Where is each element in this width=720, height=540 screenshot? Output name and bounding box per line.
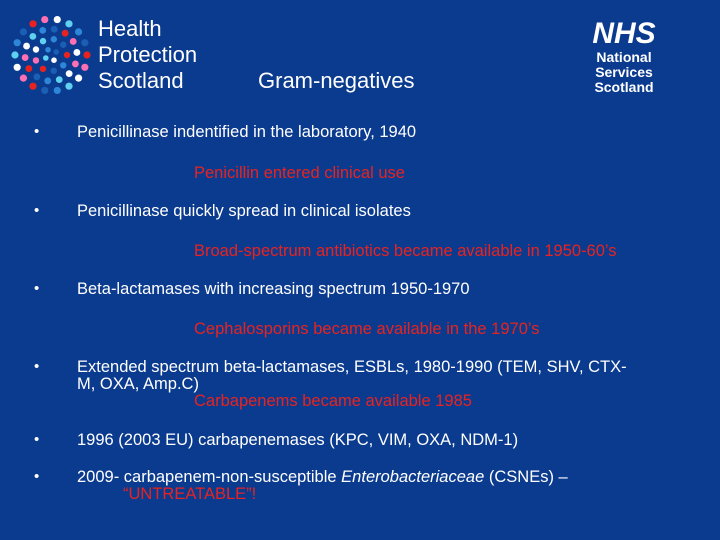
logo-dot: [22, 54, 29, 61]
logo-dot: [51, 26, 58, 33]
logo-dot: [81, 64, 88, 71]
logo-dot: [51, 68, 57, 74]
bullet-text-line-2: M, OXA, Amp.C): [77, 375, 199, 393]
logo-dot: [51, 57, 57, 63]
bullet-text: 1996 (2003 EU) carbapenemases (KPC, VIM, OXA, NDM-1): [77, 431, 519, 449]
nhs-logo: [584, 18, 664, 95]
nhs-mark: NHS: [592, 17, 656, 50]
bullet-symbol: •: [34, 358, 40, 375]
logo-dot: [75, 75, 82, 82]
nhs-line-1: National: [596, 49, 652, 65]
hps-logo-text: [98, 16, 197, 94]
bullet-symbol: •: [34, 431, 40, 448]
bullet-text-line-1: [77, 469, 568, 486]
logo-dot: [60, 62, 66, 68]
logo-dot: [20, 28, 27, 35]
logo-dot: [65, 83, 72, 90]
logo-dot: [33, 57, 39, 63]
logo-dot: [72, 61, 79, 68]
hps-line-1: Health: [98, 16, 162, 41]
logo-dot: [56, 76, 63, 83]
logo-dot: [29, 33, 36, 40]
bullet-text: Penicillinase quickly spread in clinical isolates: [77, 202, 411, 220]
logo-dot: [54, 87, 61, 94]
logo-dot: [40, 38, 46, 44]
slide-title: Gram-negatives: [258, 68, 415, 93]
bullet-text-line-1: Extended spectrum beta-lactamases, ESBLs, 1980-1990 (TEM, SHV, CTX-: [77, 358, 627, 376]
logo-dot: [39, 27, 46, 34]
logo-dot: [41, 87, 48, 94]
logo-dot: [14, 64, 21, 71]
untreatable-label: “UNTREATABLE”!: [123, 485, 257, 503]
bullet-text: [77, 469, 568, 503]
logo-dot: [81, 39, 88, 46]
logo-dot: [11, 51, 18, 58]
bullet-text: Beta-lactamases with increasing spectrum 1950-1970: [77, 280, 470, 298]
logo-dot: [70, 38, 77, 45]
logo-dot: [45, 47, 51, 53]
bullet-symbol: •: [34, 468, 40, 485]
logo-dot: [73, 49, 80, 56]
sub-note: Carbapenems became available 1985: [194, 392, 472, 410]
logo-dot: [51, 36, 57, 42]
logo-dot: [62, 30, 69, 37]
italic-organism-name: Enterobacteriaceae: [341, 468, 485, 486]
logo-dot: [20, 75, 27, 82]
logo-dot: [44, 77, 51, 84]
sub-note: Cephalosporins became available in the 1970’s: [194, 320, 540, 338]
logo-dot: [43, 55, 49, 61]
logo-dot: [41, 16, 48, 23]
text-after-italic: (CSNEs) –: [484, 468, 568, 486]
logo-dot: [40, 66, 46, 72]
logo-dot: [66, 70, 73, 77]
logo-dot: [29, 83, 36, 90]
logo-dot: [54, 16, 61, 23]
logo-dot: [23, 43, 30, 50]
nhs-line-2: Services: [595, 64, 653, 80]
sub-note: Broad-spectrum antibiotics became available in 1950-60’s: [194, 242, 617, 260]
logo-dot: [53, 49, 59, 55]
bullet-text: [77, 359, 627, 393]
logo-dot: [65, 20, 72, 27]
sub-note: Penicillin entered clinical use: [194, 164, 405, 182]
bullet-symbol: •: [34, 123, 40, 140]
logo-dot: [33, 46, 39, 52]
logo-dot: [83, 51, 90, 58]
logo-dot: [64, 52, 70, 58]
logo-dot: [33, 73, 40, 80]
nhs-line-3: Scotland: [594, 79, 654, 95]
hps-line-2: Protection: [98, 42, 198, 67]
logo-dot: [75, 28, 82, 35]
bullet-symbol: •: [34, 202, 40, 219]
logo-dot: [25, 65, 32, 72]
bullet-text: Penicillinase indentified in the laboratory, 1940: [77, 123, 417, 141]
bullet-symbol: •: [34, 280, 40, 297]
text-before-italic: 2009- carbapenem-non-susceptible: [77, 468, 342, 486]
logo-dot: [29, 20, 36, 27]
logo-dot: [14, 39, 21, 46]
logo-dot: [60, 42, 66, 48]
hps-dot-logo-icon: [10, 14, 92, 96]
hps-line-3: Scotland: [98, 68, 184, 93]
